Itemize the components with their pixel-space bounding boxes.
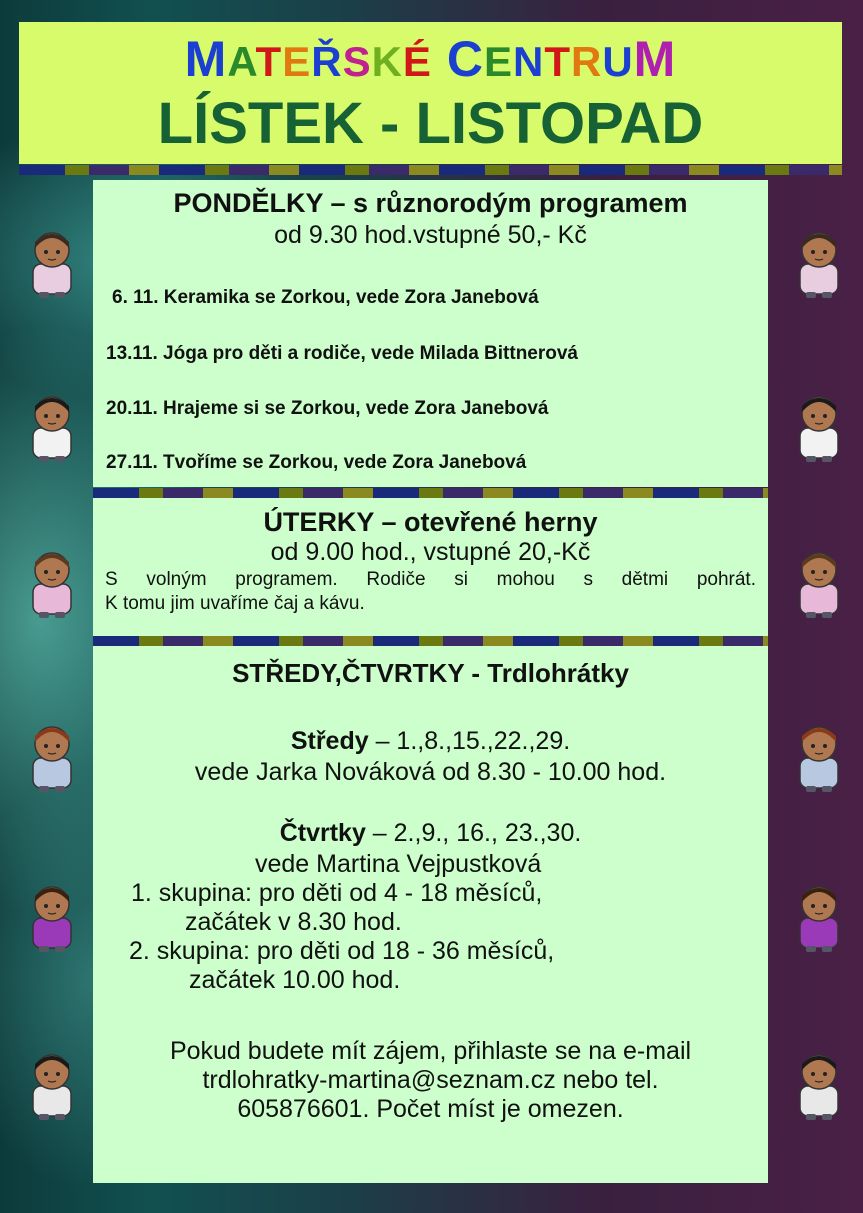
list-item: 20.11. Hrajeme si se Zorkou, vede Zora Janebová — [106, 398, 549, 419]
tuesdays-desc: K tomu jim uvaříme čaj a kávu. — [105, 593, 365, 614]
wednesday-lead: vede Jarka Nováková od 8.30 - 10.00 hod. — [194, 758, 667, 786]
contact-line-2: trdlohratky-martina@seznam.cz nebo tel. — [202, 1066, 659, 1094]
tuesdays-desc: S volným programem. Rodiče si mohou s dětmi pohrát. — [105, 569, 756, 590]
title-letter: U — [602, 38, 634, 85]
wednesday-line — [93, 727, 768, 756]
tuesdays-section — [93, 498, 768, 636]
tuesdays-time: od 9.00 hod., vstupné 20,-Kč — [270, 538, 591, 566]
title-letter: E — [282, 38, 312, 85]
title-letter: M — [633, 31, 677, 87]
mondays-section — [93, 180, 768, 487]
title-letter — [432, 31, 447, 87]
wednesday-dates: – 1.,8.,15.,22.,29. — [368, 727, 571, 755]
title-letter: T — [255, 38, 283, 85]
child-figure-icon — [21, 722, 83, 796]
list-item: 27.11. Tvoříme se Zorkou, vede Zora Janebová — [106, 452, 527, 473]
title-letter: C — [446, 31, 484, 87]
child-figure-icon — [788, 1050, 850, 1124]
child-figure-icon — [788, 548, 850, 622]
child-figure-icon — [788, 392, 850, 466]
thursday-dates: – 2.,9., 16., 23.,30. — [365, 819, 582, 847]
child-figure-icon — [21, 1050, 83, 1124]
title-letter: T — [544, 38, 571, 85]
list-item: 13.11. Jóga pro děti a rodiče, vede Milada Bittnerová — [106, 343, 578, 364]
contact-line-3: 605876601. Počet míst je omezen. — [237, 1095, 624, 1123]
thursday-label: Čtvrtky — [279, 819, 366, 847]
header-banner — [19, 22, 842, 164]
title-letter: S — [342, 38, 372, 85]
child-figure-icon — [788, 228, 850, 302]
divider-stripe — [19, 165, 842, 175]
child-figure-icon — [21, 548, 83, 622]
wedthu-heading: STŘEDY,ČTVRTKY - Trdlohrátky — [232, 658, 629, 688]
group-1-start: začátek v 8.30 hod. — [185, 908, 402, 936]
title-letter: K — [371, 38, 403, 85]
divider-stripe — [93, 488, 768, 498]
child-figure-icon — [788, 882, 850, 956]
title-letter: M — [184, 31, 228, 87]
title-letter: E — [483, 38, 513, 85]
mondays-heading: PONDĚLKY – s různorodým programem — [173, 188, 688, 218]
mondays-time: od 9.30 hod.vstupné 50,- Kč — [274, 221, 587, 249]
thursday-lead: vede Martina Vejpustková — [255, 850, 542, 878]
group-2-start: začátek 10.00 hod. — [189, 966, 401, 994]
title-letter: R — [570, 38, 603, 85]
list-item: 6. 11. Keramika se Zorkou, vede Zora Janebová — [112, 287, 539, 308]
title-letter: É — [402, 38, 432, 85]
divider-stripe — [93, 636, 768, 646]
month-title: LÍSTEK - LISTOPAD — [157, 91, 704, 156]
center-title — [19, 32, 842, 89]
child-figure-icon — [21, 228, 83, 302]
title-letter: A — [227, 38, 256, 85]
contact-line-1: Pokud budete mít zájem, přihlaste se na e-mail — [169, 1037, 692, 1065]
wedthu-section — [93, 646, 768, 1183]
child-figure-icon — [21, 392, 83, 466]
tuesdays-heading: ÚTERKY – otevřené herny — [263, 507, 598, 537]
title-letter: Ř — [311, 38, 343, 85]
title-letter: N — [512, 38, 545, 85]
child-figure-icon — [788, 722, 850, 796]
group-1-line: 1. skupina: pro děti od 4 - 18 měsíců, — [131, 879, 543, 907]
group-2-line: 2. skupina: pro děti od 18 - 36 měsíců, — [129, 937, 555, 965]
wednesday-label: Středy — [290, 727, 369, 755]
thursday-line — [93, 819, 768, 848]
child-figure-icon — [21, 882, 83, 956]
